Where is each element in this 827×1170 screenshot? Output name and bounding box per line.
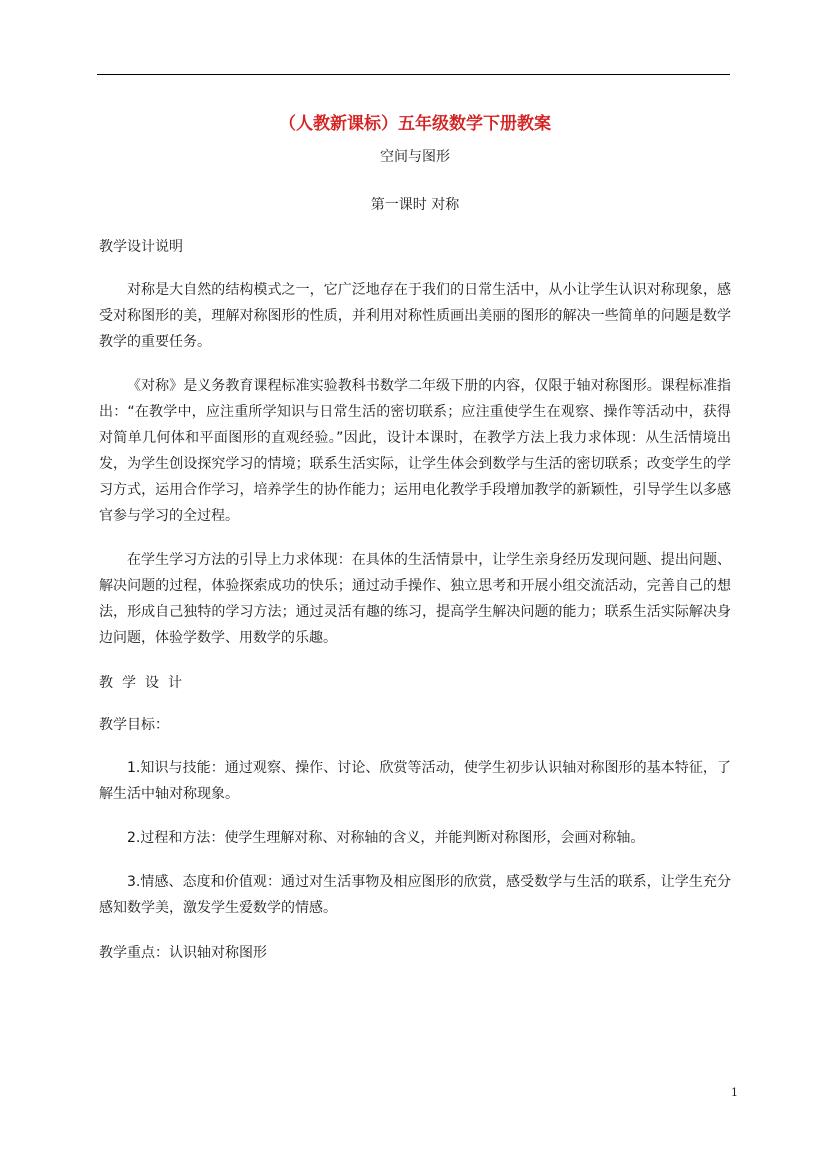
objectives-heading: 教学目标： bbox=[99, 717, 169, 733]
document-body bbox=[99, 111, 731, 964]
lesson-title: 第一课时 对称 bbox=[370, 197, 460, 213]
paragraph-1: 对称是大自然的结构模式之一，它广泛地存在于我们的日常生活中，从小让学生认识对称现象，感受对称图形的美，理解对称图形的性质，并利用对称性质画出美丽的图形的解决一些简单的问题是数学教学的重要任务。 bbox=[99, 282, 731, 350]
page-number: 1 bbox=[731, 1086, 738, 1099]
paragraph-2: 《对称》是义务教育课程标准实验教科书数学二年级下册的内容，仅限于轴对称图形。课程标准指出：“在教学中，应注重所学知识与日常生活的密切联系；应注重使学生在观察、操作等活动中，获得对简单几何体和平面图形的直观经验。”因此，设计本课时，在教学方法上我力求体现：从生活情境出发，为学生创设探究学习的情境；联系生活实际，让学生体会到数学与生活的密切联系；改变学生的学习方式，运用合作学习，培养学生的协作能力；运用电化教学手段增加教学的新颖性，引导学生以多感官参与学习的全过程。 bbox=[99, 378, 731, 524]
document-title: （人教新课标）五年级数学下册教案 bbox=[279, 114, 551, 134]
design-heading: 教学设计 bbox=[99, 675, 191, 691]
document-subtitle: 空间与图形 bbox=[380, 149, 450, 165]
paragraph-3: 在学生学习方法的引导上力求体现：在具体的生活情景中，让学生亲身经历发现问题、提出问题、解决问题的过程，体验探索成功的快乐；通过动手操作、独立思考和开展小组交流活动，完善自己的想法，形成自己独特的学习方法；通过灵活有趣的练习，提高学生解决问题的能力；联系生活实际解决身边问题，体验学数学、用数学的乐趣。 bbox=[99, 552, 731, 646]
design-notes-heading: 教学设计说明 bbox=[99, 239, 183, 255]
key-point: 教学重点：认识轴对称图形 bbox=[99, 945, 267, 961]
objective-3: 3.情感、态度和价值观：通过对生活事物及相应图形的欣赏，感受数学与生活的联系，让学生充分感知数学美，激发学生爱数学的情感。 bbox=[99, 874, 731, 916]
objective-2: 2.过程和方法：使学生理解对称、对称轴的含义，并能判断对称图形，会画对称轴。 bbox=[127, 830, 645, 846]
header-rule bbox=[97, 74, 730, 75]
objective-1: 1.知识与技能：通过观察、操作、讨论、欣赏等活动，使学生初步认识轴对称图形的基本特征，了解生活中轴对称现象。 bbox=[99, 760, 731, 802]
